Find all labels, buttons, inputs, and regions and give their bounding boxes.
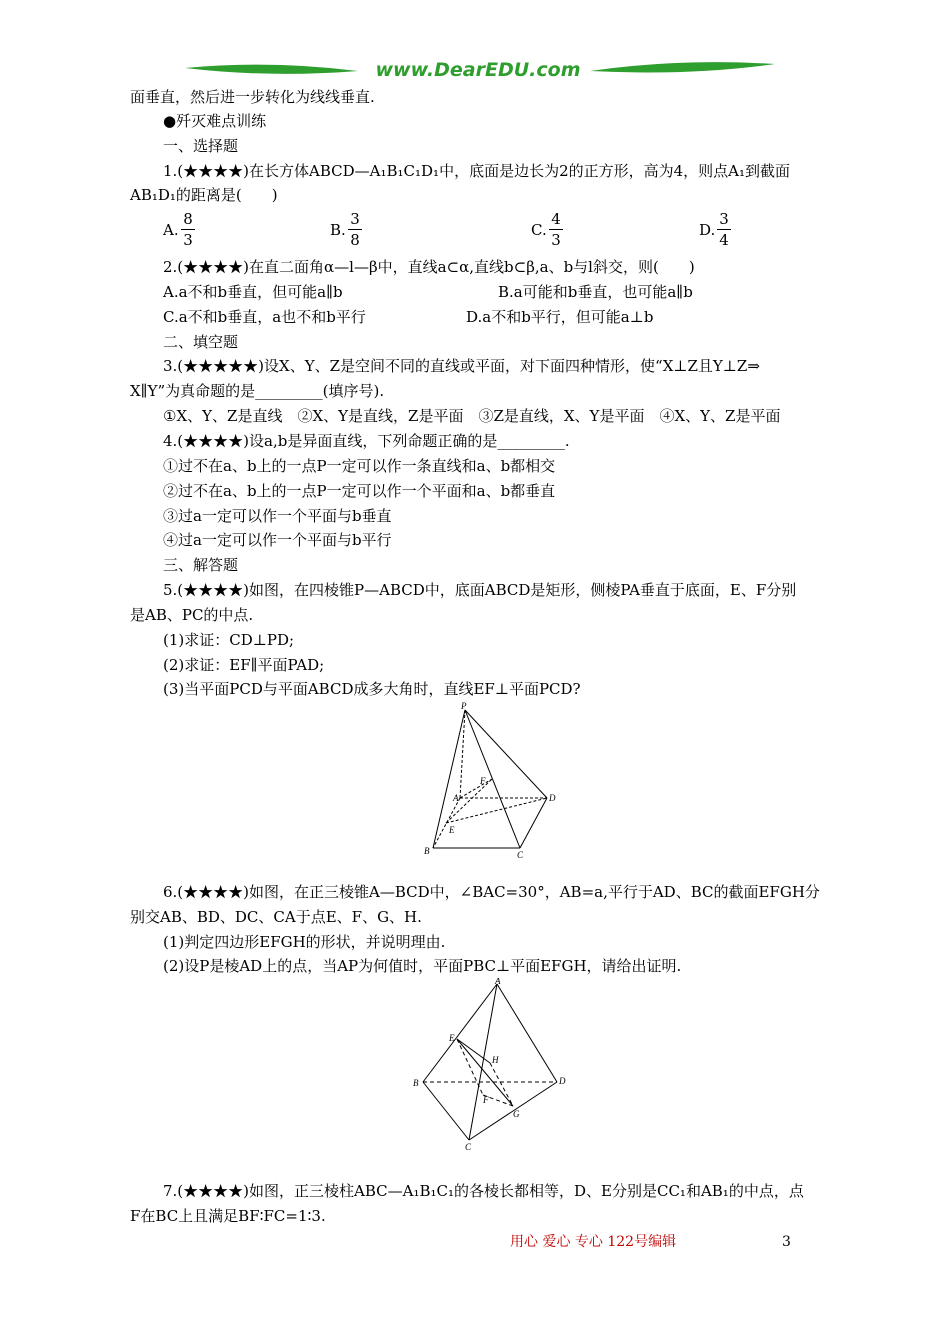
- question-4: 4.(★★★★)设a,b是异面直线，下列命题正确的是_________.: [163, 432, 570, 450]
- question-4-item: ④过a一定可以作一个平面与b平行: [163, 531, 392, 549]
- question-4-item: ②过不在a、b上的一点P一定可以作一个平面和a、b都垂直: [163, 482, 556, 500]
- question-7: 7.(★★★★)如图，正三棱柱ABC—A₁B₁C₁的各棱长都相等，D、E分别是CC₁和AB₁的中点，点: [163, 1182, 804, 1200]
- section-heading: 三、解答题: [163, 556, 239, 574]
- label-D: D: [559, 1076, 566, 1086]
- question-6-part: (2)设P是棱AD上的点，当AP为何值时，平面PBC⊥平面EFGH，请给出证明.: [163, 957, 682, 975]
- page-number: 3: [782, 1234, 791, 1250]
- section-heading: 二、填空题: [163, 333, 239, 351]
- question-5-part: (3)当平面PCD与平面ABCD成多大角时，直线EF⊥平面PCD?: [163, 680, 581, 698]
- site-name[interactable]: www.DearEDU.com: [375, 59, 581, 81]
- question-4-item: ③过a一定可以作一个平面与b垂直: [163, 507, 392, 525]
- question-5: 5.(★★★★)如图，在四棱锥P—ABCD中，底面ABCD是矩形，侧棱PA垂直于底面，E、F分别: [163, 581, 797, 599]
- header-banner: [180, 56, 780, 86]
- tetrahedron-figure: [405, 978, 575, 1154]
- label-A: A: [495, 978, 501, 986]
- question-1: 1.(★★★★)在长方体ABCD—A₁B₁C₁D₁中，底面是边长为2的正方形，高为4，则点A₁到截面: [163, 162, 791, 180]
- label-C: C: [517, 850, 524, 860]
- text-line: 面垂直，然后进一步转化为线线垂直.: [130, 88, 375, 106]
- footer-motto: 用心 爱心 专心 122号编辑: [510, 1234, 677, 1250]
- question-3: 3.(★★★★★)设X、Y、Z是空间不同的直线或平面，对下面四种情形，使“X⊥Z且Y⊥Z⇒: [163, 357, 760, 375]
- label-A: A: [453, 793, 459, 803]
- question-5-cont: 是AB、PC的中点.: [130, 606, 254, 624]
- label-F: F: [483, 1095, 489, 1105]
- question-1-cont: AB₁D₁的距离是( ): [130, 186, 278, 204]
- question-3-cont: X∥Y”为真命题的是_________(填序号).: [130, 382, 385, 400]
- label-B: B: [424, 846, 430, 856]
- label-C: C: [465, 1142, 472, 1152]
- label-E: E: [449, 825, 455, 835]
- question-5-part: (1)求证：CD⊥PD;: [163, 631, 295, 649]
- label-D: D: [549, 793, 556, 803]
- question-5-part: (2)求证：EF∥平面PAD;: [163, 656, 325, 674]
- q2-option-b: B.a可能和b垂直，也可能a∥b: [498, 283, 693, 301]
- question-6: 6.(★★★★)如图，在正三棱锥A—BCD中，∠BAC=30°，AB=a,平行于AD、BC的截面EFGH分: [163, 883, 820, 901]
- question-4-item: ①过不在a、b上的一点P一定可以作一条直线和a、b都相交: [163, 457, 556, 475]
- question-6-part: (1)判定四边形EFGH的形状，并说明理由.: [163, 933, 446, 951]
- pyramid-figure: [415, 700, 575, 862]
- section-heading: ●歼灭难点训练: [163, 112, 267, 130]
- q2-option-d: D.a不和b平行，但可能a⊥b: [466, 308, 654, 326]
- question-3-cases: ①X、Y、Z是直线 ②X、Y是直线，Z是平面 ③Z是直线，X、Y是平面 ④X、Y、Z是平面: [163, 407, 781, 425]
- question-7-cont: F在BC上且满足BF∶FC=1∶3.: [130, 1207, 326, 1225]
- question-2: 2.(★★★★)在直二面角α—l—β中，直线a⊂α,直线b⊂β,a、b与l斜交，则( ): [163, 258, 695, 276]
- label-P: P: [461, 701, 467, 711]
- label-E: E: [449, 1033, 455, 1043]
- label-H: H: [492, 1055, 499, 1065]
- q2-option-c: C.a不和b垂直，a也不和b平行: [163, 308, 366, 326]
- section-heading: 一、选择题: [163, 137, 239, 155]
- label-G: G: [513, 1109, 520, 1119]
- question-6-cont: 别交AB、BD、DC、CA于点E、F、G、H.: [130, 908, 422, 926]
- q2-option-a: A.a不和b垂直，但可能a∥b: [163, 283, 343, 301]
- label-F: F: [480, 776, 486, 786]
- label-B: B: [413, 1078, 419, 1088]
